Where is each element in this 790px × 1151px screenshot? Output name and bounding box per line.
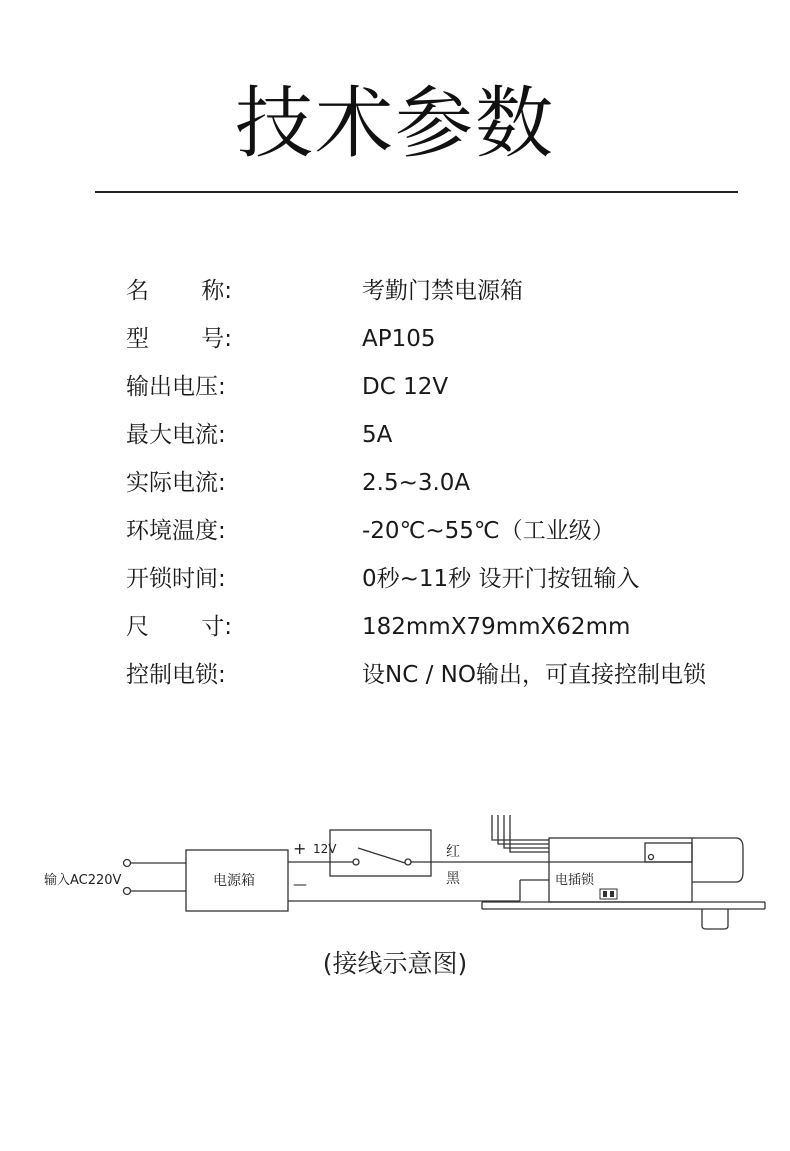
spec-label: 控制电锁: xyxy=(126,662,226,688)
spec-row-unlock-time xyxy=(0,561,790,597)
voltage-label: 12V xyxy=(313,842,337,856)
spec-label: 名 称: xyxy=(126,278,232,304)
lock-body xyxy=(549,838,692,902)
spec-label: 最大电流: xyxy=(126,422,226,448)
spec-value: DC 12V xyxy=(362,374,449,400)
spec-label: 型 号: xyxy=(126,326,232,352)
spec-row-model xyxy=(0,321,790,357)
spec-row-name xyxy=(0,273,790,309)
spec-label: 尺 寸: xyxy=(126,614,232,640)
spec-label: 开锁时间: xyxy=(126,566,226,592)
red-wire-label: 红 xyxy=(446,844,460,860)
dip-switch xyxy=(600,889,617,899)
spec-value: 设NC / NO输出，可直接控制电锁 xyxy=(362,662,706,688)
minus-label: — xyxy=(293,877,307,893)
spec-row-output-voltage xyxy=(0,369,790,405)
dip-switch-key-1 xyxy=(603,891,607,897)
lock-end-cap xyxy=(692,838,743,882)
black-wire-label: 黑 xyxy=(446,871,460,887)
lock-screw xyxy=(649,855,654,860)
spec-label: 输出电压: xyxy=(126,374,226,400)
strike-plate xyxy=(702,909,728,929)
spec-row-dimensions xyxy=(0,609,790,645)
spec-value: 2.5~3.0A xyxy=(362,470,471,496)
ac-input-label: 输入AC220V xyxy=(44,873,122,888)
switch-contact-right xyxy=(405,859,411,865)
spec-row-temperature xyxy=(0,513,790,549)
spec-label: 实际电流: xyxy=(126,470,226,496)
spec-value: 考勤门禁电源箱 xyxy=(362,278,523,304)
switch-contact-left xyxy=(353,859,359,865)
spec-row-lock-control xyxy=(0,657,790,693)
wiring-diagram xyxy=(0,800,790,940)
ac-terminal-bottom xyxy=(124,888,131,895)
switch-box xyxy=(330,830,431,876)
spec-row-actual-current xyxy=(0,465,790,501)
spec-value: 182mmX79mmX62mm xyxy=(362,614,631,640)
power-box-label: 电源箱 xyxy=(213,873,255,889)
switch-blade xyxy=(358,848,405,863)
spec-label: 环境温度: xyxy=(126,518,226,544)
ac-terminal-top xyxy=(124,860,131,867)
title-divider xyxy=(95,191,738,193)
plus-label: + xyxy=(293,839,307,858)
spec-value: 0秒~11秒 设开门按钮输入 xyxy=(362,566,640,592)
lock-label: 电插锁 xyxy=(555,873,595,888)
spec-value: -20℃~55℃（工业级） xyxy=(362,518,615,544)
page-title: 技术参数 xyxy=(234,79,555,169)
dip-switch-key-2 xyxy=(610,891,614,897)
spec-value: AP105 xyxy=(362,326,436,352)
spec-row-max-current xyxy=(0,417,790,453)
diagram-caption: (接线示意图) xyxy=(322,949,468,978)
spec-value: 5A xyxy=(362,422,393,448)
extra-wires xyxy=(492,815,549,852)
